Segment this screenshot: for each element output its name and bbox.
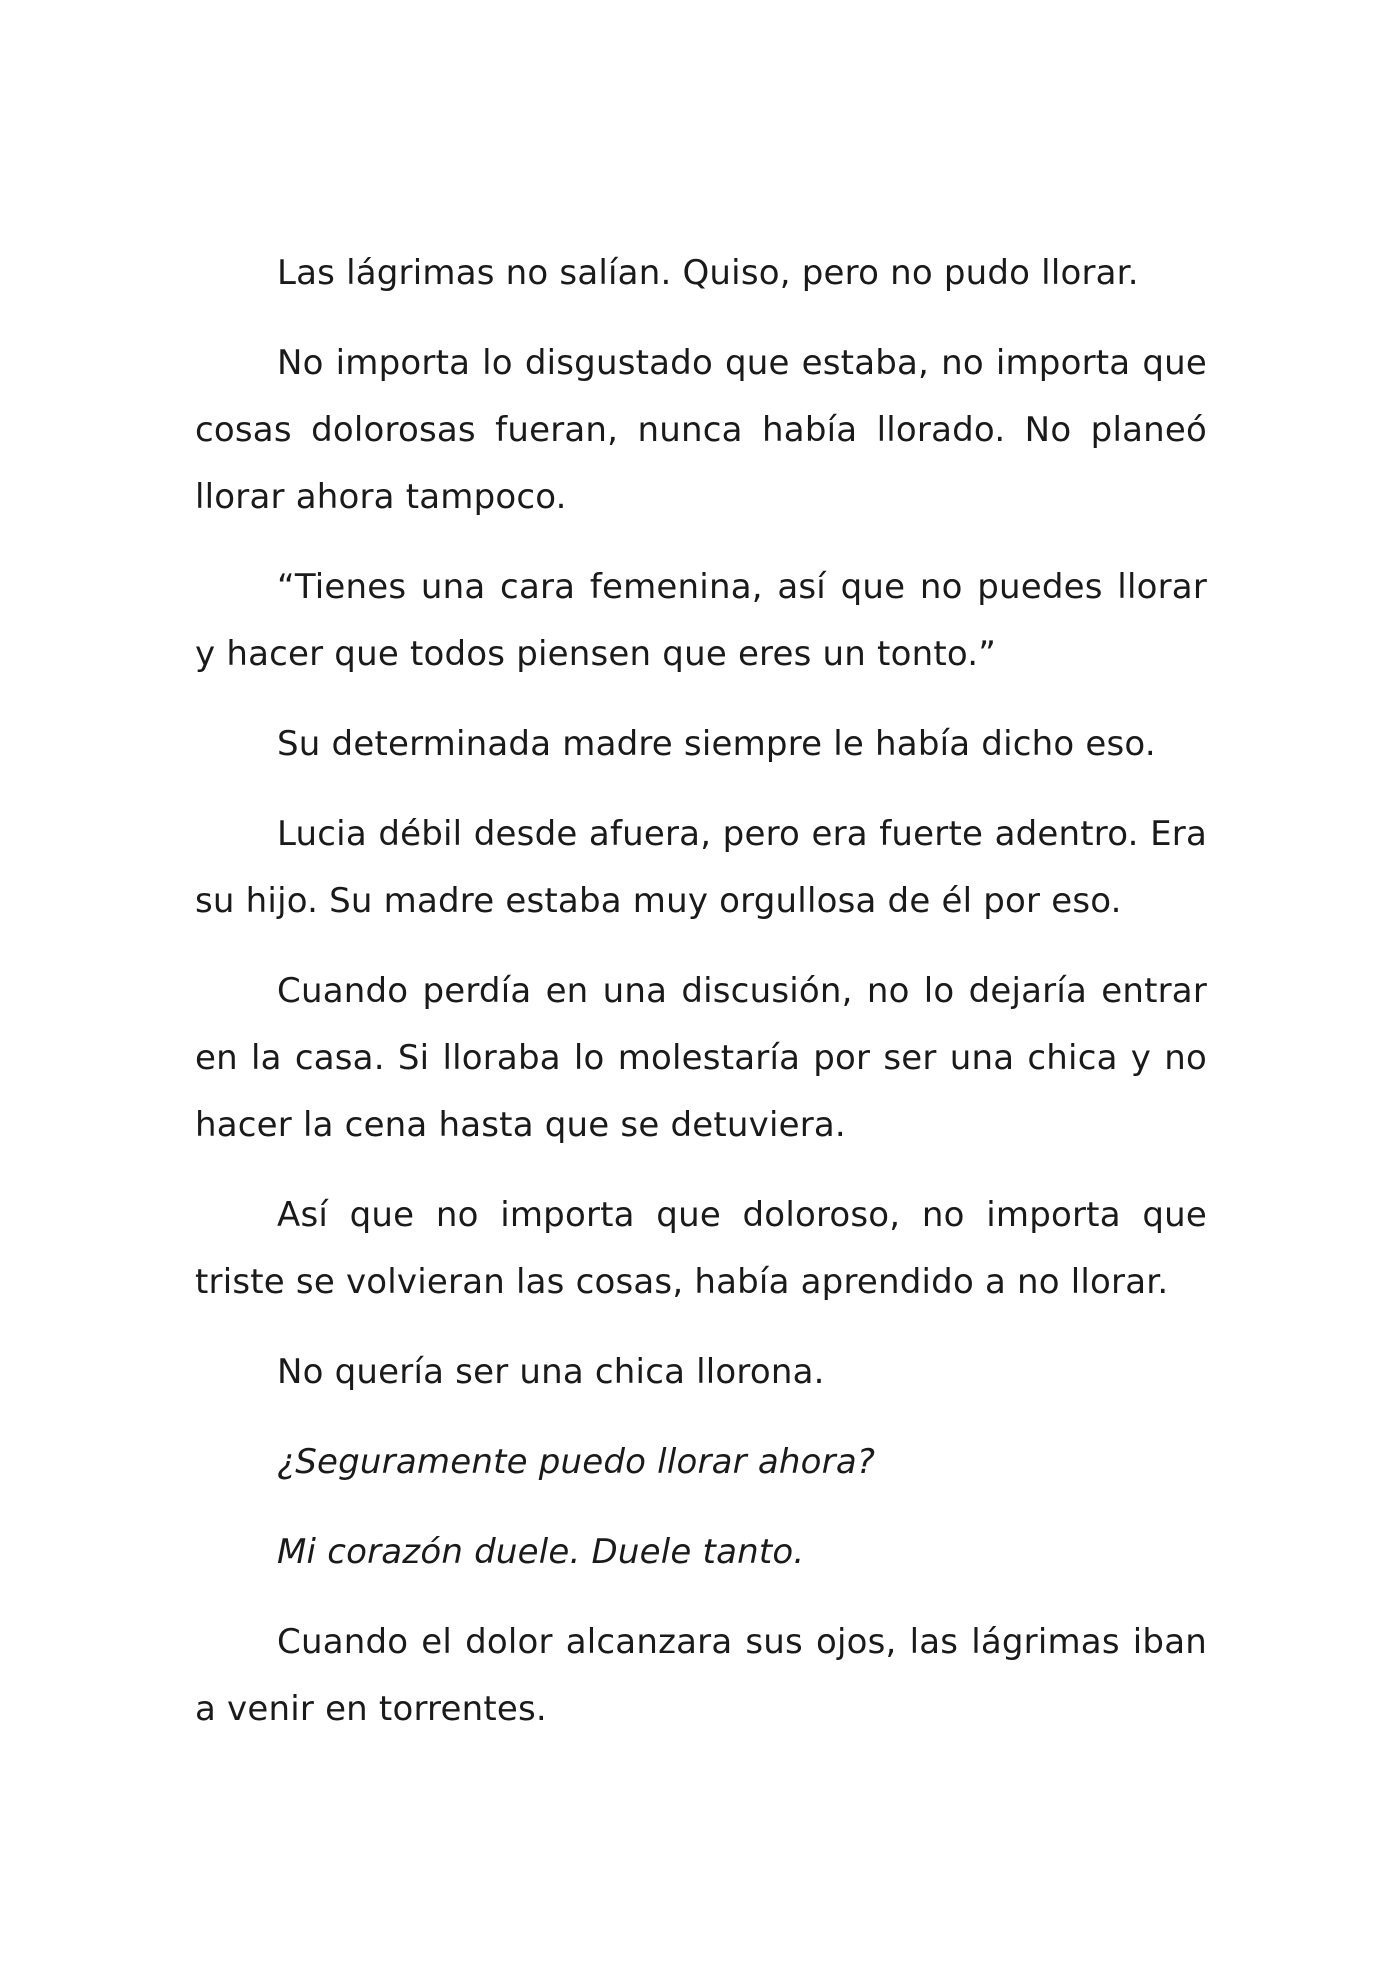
- body-text: [195, 240, 1207, 1766]
- paragraph-5: Lucia débil desde afuera, pero era fuerte adentro. Era su hijo. Su madre estaba muy orgullosa de él por eso.: [195, 814, 1207, 921]
- paragraph-4: Su determinada madre siempre le había dicho eso.: [277, 724, 1156, 764]
- paragraph-7: Así que no importa que doloroso, no importa que triste se volvieran las cosas, había aprendido a no llorar.: [195, 1195, 1207, 1302]
- paragraph-9-italic-thought: ¿Seguramente puedo llorar ahora?: [277, 1442, 876, 1482]
- paragraph-6: Cuando perdía en una discusión, no lo dejaría entrar en la casa. Si lloraba lo molestaría por ser una chica y no hacer la cena hasta que se detuviera.: [195, 971, 1207, 1145]
- paragraph-3: “Tienes una cara femenina, así que no puedes llorar y hacer que todos piensen que eres un tonto.”: [195, 567, 1207, 674]
- paragraph-10-italic-thought: Mi corazón duele. Duele tanto.: [277, 1532, 805, 1572]
- paragraph-11: Cuando el dolor alcanzara sus ojos, las lágrimas iban a venir en torrentes.: [195, 1622, 1207, 1729]
- paragraph-2: No importa lo disgustado que estaba, no importa que cosas dolorosas fueran, nunca había llorado. No planeó llorar ahora tampoco.: [195, 343, 1207, 517]
- paragraph-8: No quería ser una chica llorona.: [277, 1352, 825, 1392]
- paragraph-1: Las lágrimas no salían. Quiso, pero no pudo llorar.: [277, 253, 1139, 293]
